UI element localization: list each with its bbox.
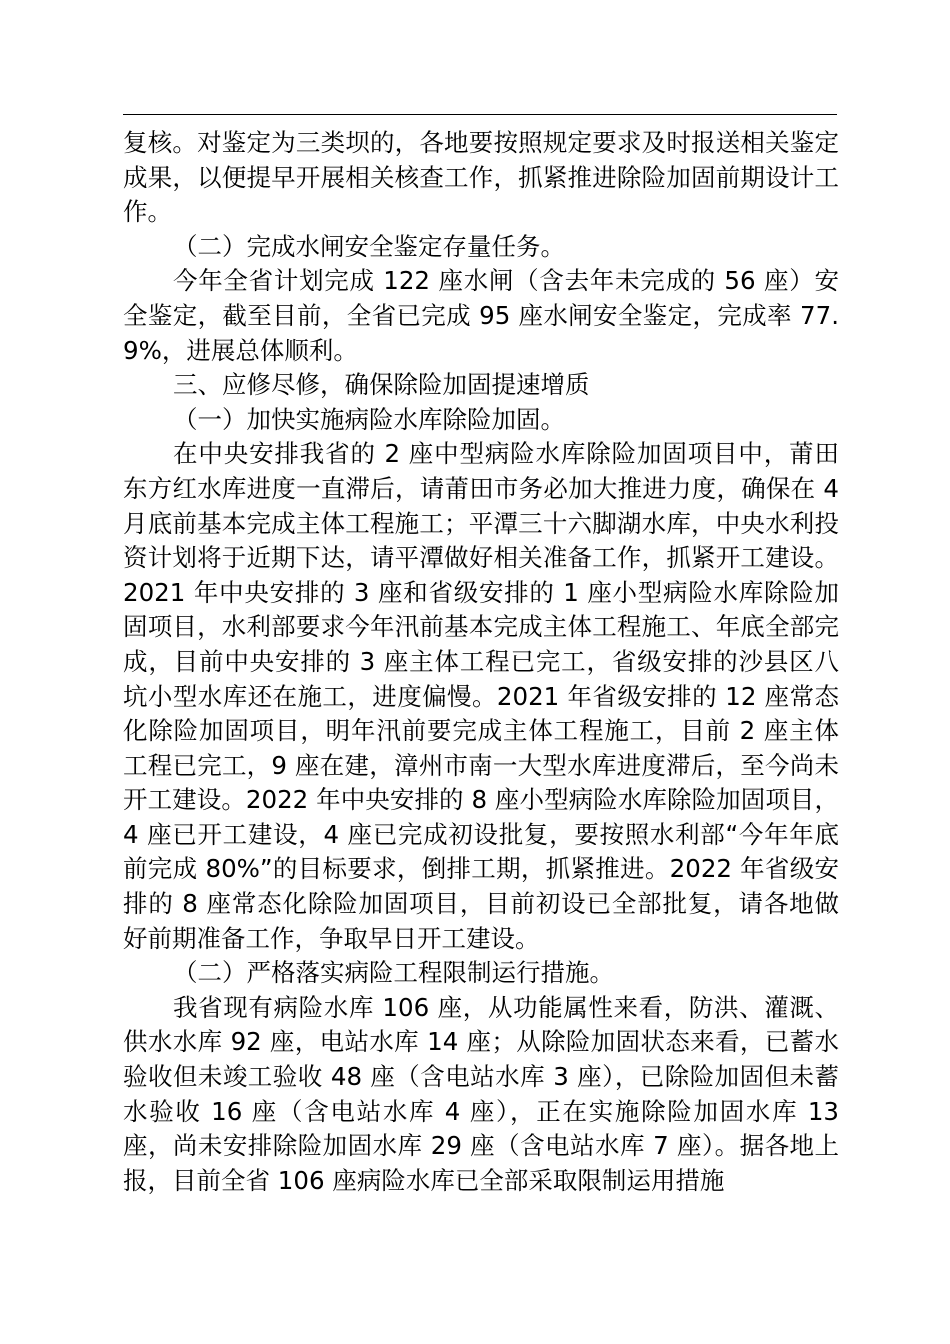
paragraph: 我省现有病险水库 106 座，从功能属性来看，防洪、灌溉、供水水库 92 座，电站水库 14 座；从除险加固状态来看，已蓄水验收但未竣工验收 48 座（含电站水库 3 座），已除险加固但未蓄水验收 16 座（含电站水库 4 座），正在实施除险加固水库 13 座，尚未安排除险加固水库 29 座（含电站水库 7 座）。据各地上报，目前全省 106 座病险水库已全部采取限制运用措施 <box>123 992 839 1195</box>
paragraph: 复核。对鉴定为三类坝的，各地要按照规定要求及时报送相关鉴定成果，以便提早开展相关核查工作，抓紧推进除险加固前期设计工作。 <box>123 128 839 227</box>
header-rule <box>123 114 837 115</box>
paragraph: （二）完成水闸安全鉴定存量任务。 <box>173 231 565 261</box>
paragraph: 今年全省计划完成 122 座水闸（含去年未完成的 56 座）安全鉴定，截至目前，全省已完成 95 座水闸安全鉴定，完成率 77.9%，进展总体顺利。 <box>123 266 839 365</box>
paragraph: （二）严格落实病险工程限制运行措施。 <box>173 958 614 988</box>
paragraph: （一）加快实施病险水库除险加固。 <box>173 404 565 434</box>
paragraph: 三、应修尽修，确保除险加固提速增质 <box>173 370 590 400</box>
paragraph: 在中央安排我省的 2 座中型病险水库除险加固项目中，莆田东方红水库进度一直滞后，请莆田市务必加大推进力度，确保在 4 月底前基本完成主体工程施工；平潭三十六脚湖水库，中央水利投资计划将于近期下达，请平潭做好相关准备工作，抓紧开工建设。2021 年中央安排的 3 座和省级安排的 1 座小型病险水库除险加固项目，水利部要求今年汛前基本完成主体工程施工、年底全部完成，目前中央安排的 3 座主体工程已完工，省级安排的沙县区八坑小型水库还在施工，进度偏慢。2021 年省级安排的 12 座常态化除险加固项目，明年汛前要完成主体工程施工，目前 2 座主体工程已完工，9 座在建，漳州市南一大型水库进度滞后，至今尚未开工建设。2022 年中央安排的 8 座小型病险水库除险加固项目，4 座已开工建设，4 座已完成初设批复，要按照水利部“今年年底前完成 80%”的目标要求，倒排工期，抓紧推进。2022 年省级安排的 8 座常态化除险加固项目，目前初设已全部批复，请各地做好前期准备工作，争取早日开工建设。 <box>123 439 839 953</box>
body-text <box>123 126 839 1198</box>
